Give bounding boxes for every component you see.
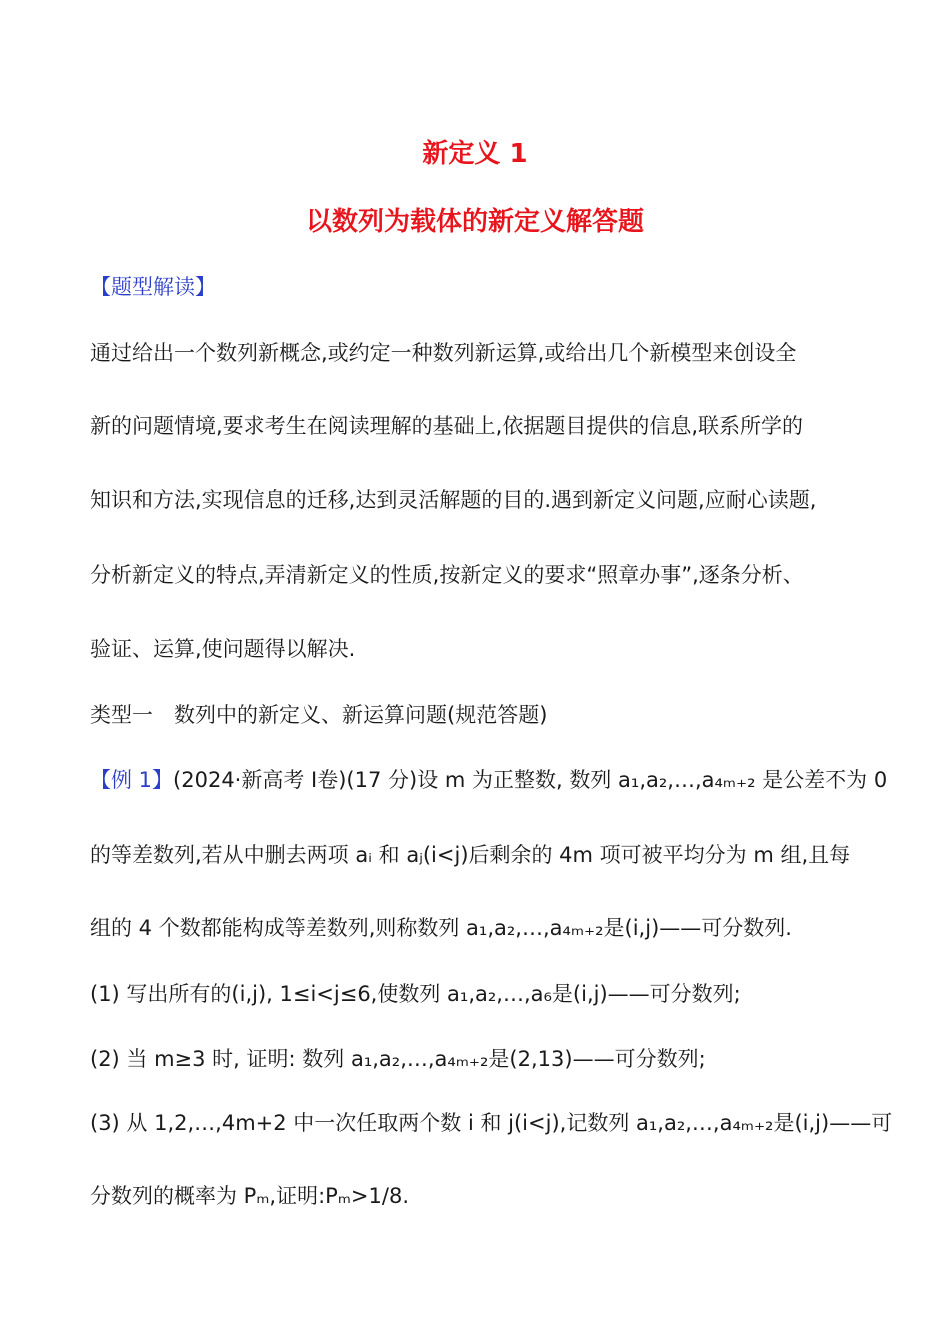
intro-line: 分析新定义的特点,弄清新定义的性质,按新定义的要求“照章办事”,逐条分析、 — [90, 563, 804, 587]
page-title: 新定义 1 — [422, 139, 528, 169]
example-line: 组的 4 个数都能构成等差数列,则称数列 a₁,a₂,…,a₄ₘ₊₂是(i,j)——可分数列. — [90, 916, 792, 940]
section-label: 【题型解读】 — [90, 275, 216, 299]
example-line: 的等差数列,若从中删去两项 aᵢ 和 aⱼ(i<j)后剩余的 4m 项可被平均分为 m 组,且每 — [90, 843, 851, 867]
intro-line: 新的问题情境,要求考生在阅读理解的基础上,依据题目提供的信息,联系所学的 — [90, 414, 804, 438]
question-2: (2) 当 m≥3 时, 证明: 数列 a₁,a₂,…,a₄ₘ₊₂是(2,13)——可分数列; — [90, 1047, 706, 1071]
page-subtitle: 以数列为载体的新定义解答题 — [305, 207, 644, 237]
question-1: (1) 写出所有的(i,j), 1≤i<j≤6,使数列 a₁,a₂,…,a₆是(i,j)——可分数列; — [90, 982, 741, 1006]
example-label: 【例 1】 — [90, 768, 174, 792]
intro-line: 通过给出一个数列新概念,或约定一种数列新运算,或给出几个新模型来创设全 — [90, 341, 797, 365]
question-3: (3) 从 1,2,…,4m+2 中一次任取两个数 i 和 j(i<j),记数列 a₁,a₂,…,a₄ₘ₊₂是(i,j)——可 — [90, 1111, 893, 1135]
intro-line: 验证、运算,使问题得以解决. — [90, 637, 356, 661]
example-line — [90, 765, 888, 795]
question-3-continued: 分数列的概率为 Pₘ,证明:Pₘ>1/8. — [90, 1184, 409, 1208]
intro-line: 知识和方法,实现信息的迁移,达到灵活解题的目的.遇到新定义问题,应耐心读题, — [90, 488, 817, 512]
example-source: (2024·新高考 Ⅰ卷)(17 分) — [173, 768, 418, 792]
example-text: 设 m 为正整数, 数列 a₁,a₂,…,a₄ₘ₊₂ 是公差不为 0 — [417, 768, 888, 792]
type-heading: 类型一 数列中的新定义、新运算问题(规范答题) — [90, 703, 548, 727]
